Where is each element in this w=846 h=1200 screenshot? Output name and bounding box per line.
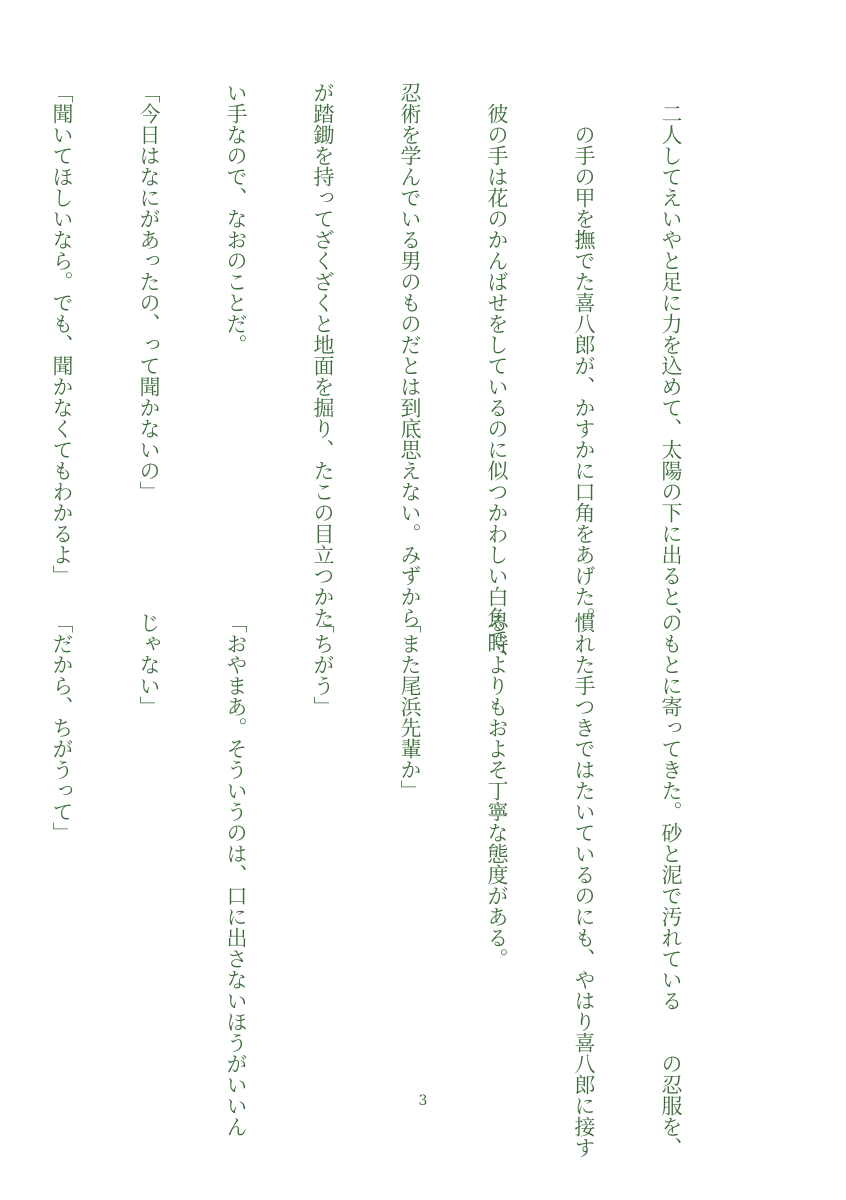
- text-line: の手の甲を撫でた喜八郎が、かすかに口角をあげた。: [572, 82, 596, 628]
- text-line: じゃない」: [137, 612, 161, 717]
- bottom-text-block: [0, 612, 743, 1158]
- text-line: 「おやまあ。そういうのは、口に出さないほうがいいん: [224, 612, 248, 1137]
- page-number: 3: [418, 1093, 428, 1109]
- text-line: 「だから、ちがうって」: [50, 612, 74, 843]
- text-line: 「ちがう」: [311, 612, 335, 717]
- text-line: 「聞いてほしいなら。でも、聞かなくてもわかるよ」: [50, 82, 74, 586]
- text-line: が踏鋤を持ってざくざくと地面を掘り、たこの目立つかた: [311, 82, 335, 628]
- text-line: い手なので、なおのことだ。: [224, 82, 248, 355]
- text-line: 慣れた手つきではたいているのにも、やはり喜八郎に接す: [572, 612, 596, 1158]
- text-line: 二人してえいやと足に力を込めて、太陽の下に出ると、: [659, 82, 683, 628]
- text-line: 忍術を学んでいる男のものだとは到底思えない。みずから: [398, 82, 422, 628]
- text-line: 「また尾浜先輩か」: [398, 612, 422, 801]
- text-line: る時よりもおよそ丁寧な態度がある。: [485, 612, 509, 969]
- text-line: 「今日はなにがあったの、って聞かないの」: [137, 82, 161, 502]
- text-line: のもとに寄ってきた。砂と泥で汚れている の忍服を、: [659, 612, 683, 1158]
- text-line: 彼の手は花のかんばせをしているのに似つかわしい白魚で、: [485, 82, 509, 670]
